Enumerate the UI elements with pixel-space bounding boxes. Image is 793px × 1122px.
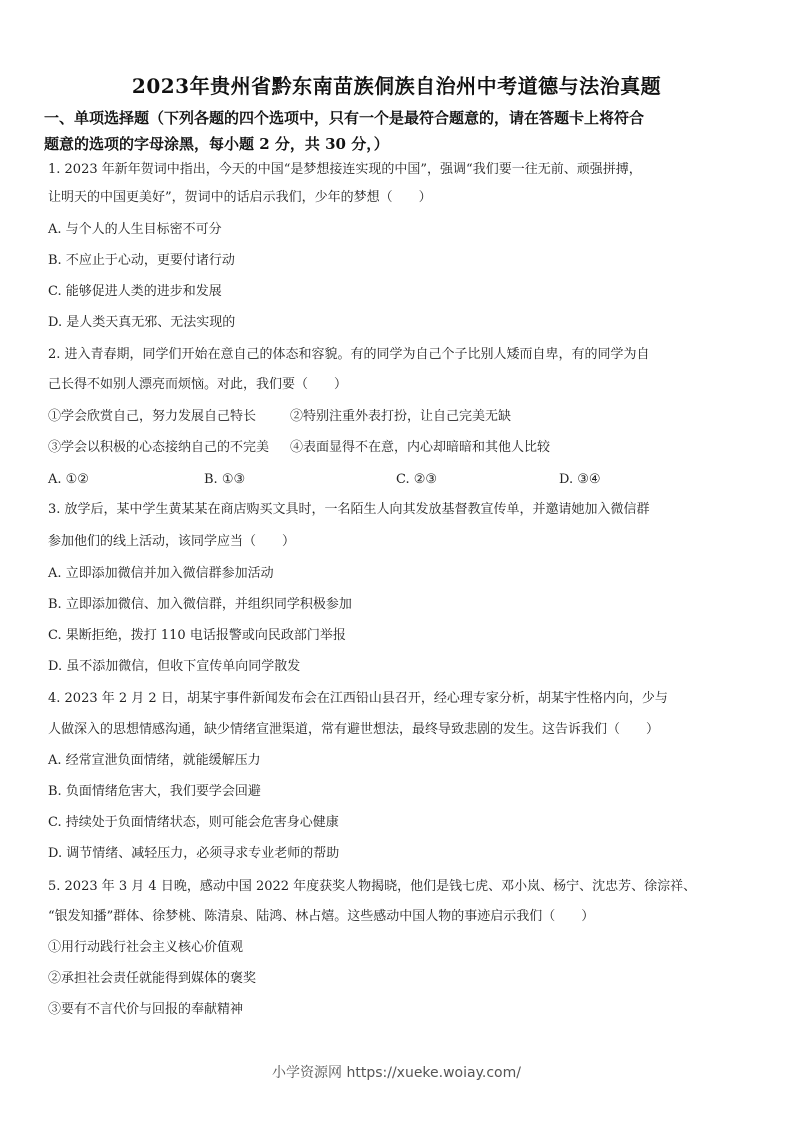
question-5-statement-1: ①用行动践行社会主义核心价值观 [48,940,244,955]
question-1-option-c: C. 能够促进人类的进步和发展 [48,284,222,299]
question-2-stem-line-1: 2. 进入青春期，同学们开始在意自己的体态和容貌。有的同学为自己个子比别人矮而自卑，有的同学为自 [48,347,650,362]
question-3-option-b: B. 立即添加微信、加入微信群，并组织同学积极参加 [48,597,352,612]
question-3-option-d: D. 虽不添加微信，但收下宣传单向同学散发 [48,659,301,674]
question-1-option-d: D. 是人类天真无邪、无法实现的 [48,315,236,330]
section-heading-line-1: 一、单项选择题（下列各题的四个选项中，只有一个是最符合题意的，请在答题卡上将符合 [44,109,645,127]
question-5-statement-3: ③要有不言代价与回报的奉献精神 [48,1002,244,1017]
question-2-stem-line-2: 己长得不如别人漂亮而烦恼。对此，我们要（ ） [48,377,348,392]
section-heading-line-2: 题意的选项的字母涂黑，每小题 2 分，共 30 分，） [44,135,389,153]
question-4-option-b: B. 负面情绪危害大，我们要学会回避 [48,784,261,799]
question-3-option-a: A. 立即添加微信并加入微信群参加活动 [48,566,274,581]
question-4-stem-line-1: 4. 2023 年 2 月 2 日，胡某宇事件新闻发布会在江西铅山县召开，经心理专家分析，胡某宇性格内向，少与 [48,691,668,706]
question-1-stem-line-2: 让明天的中国更美好”，贺词中的话启示我们，少年的梦想（ ） [48,190,432,205]
question-2-statement-2: ②特别注重外表打扮，让自己完美无缺 [290,409,512,424]
document-title: 2023年贵州省黔东南苗族侗族自治州中考道德与法治真题 [131,74,662,98]
question-2-option-b: B. ①③ [204,472,246,487]
question-3-option-c: C. 果断拒绝，拨打 110 电话报警或向民政部门举报 [48,628,346,643]
question-1-option-b: B. 不应止于心动，更要付诸行动 [48,253,235,268]
question-4-stem-line-2: 人做深入的思想情感沟通，缺少情绪宣泄渠道，常有避世想法，最终导致悲剧的发生。这告诉我们（ ） [48,722,660,737]
section-heading [44,105,756,157]
question-4-option-d: D. 调节情绪、减轻压力，必须寻求专业老师的帮助 [48,846,340,861]
question-3-stem-line-2: 参加他们的线上活动，该同学应当（ ） [48,534,296,549]
question-2-statement-4: ④表面显得不在意，内心却暗暗和其他人比较 [290,440,551,455]
question-4-option-a: A. 经常宣泄负面情绪，就能缓解压力 [48,753,261,768]
question-5-stem-line-1: 5. 2023 年 3 月 4 日晚，感动中国 2022 年度获奖人物揭晓，他们是钱七虎、邓小岚、杨宁、沈忠芳、徐淙祥、 [48,879,697,894]
question-5-statement-2: ②承担社会责任就能得到媒体的褒奖 [48,971,257,986]
question-2-option-c: C. ②③ [396,472,438,487]
footer-watermark: 小学资源网 https://xueke.woiay.com/ [272,1065,521,1081]
question-2-option-d: D. ③④ [559,472,601,487]
question-2-statement-3: ③学会以积极的心态接纳自己的不完美 [48,440,270,455]
question-1-option-a: A. 与个人的人生目标密不可分 [48,222,222,237]
question-2-option-a: A. ①② [48,472,89,487]
question-4-option-c: C. 持续处于负面情绪状态，则可能会危害身心健康 [48,815,339,830]
question-2-statement-1: ①学会欣赏自己，努力发展自己特长 [48,409,257,424]
question-1-stem-line-1: 1. 2023 年新年贺词中指出，今天的中国“是梦想接连实现的中国”，强调“我们要一往无前、顽强拼搏， [48,162,642,177]
question-3-stem-line-1: 3. 放学后，某中学生黄某某在商店购买文具时，一名陌生人向其发放基督教宣传单，并邀请她加入微信群 [48,502,650,517]
question-5-stem-line-2: “银发知播”群体、徐梦桃、陈清泉、陆鸿、林占熺。这些感动中国人物的事迹启示我们（ ） [48,909,595,924]
